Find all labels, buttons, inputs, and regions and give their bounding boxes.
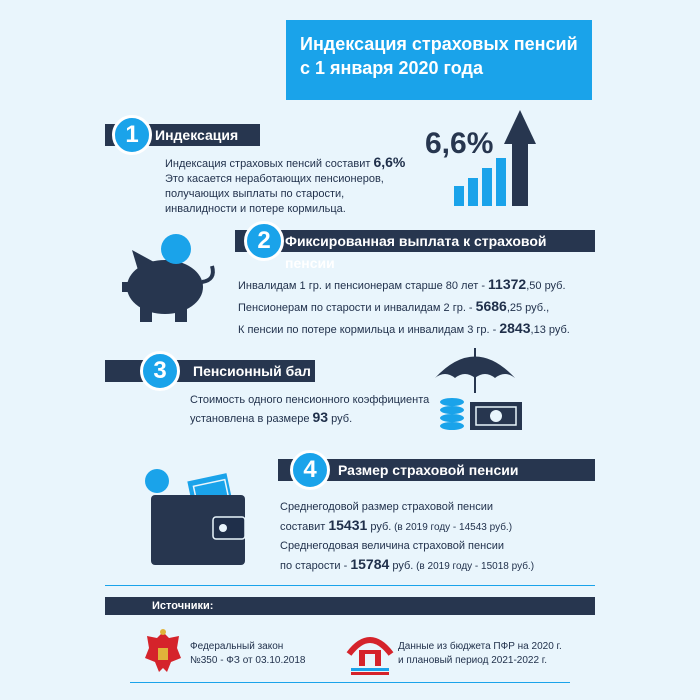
section-1-line-2: Это касается неработающих пенсионеров, — [165, 173, 384, 185]
section-2-heading-bar — [235, 230, 595, 271]
row-2-amount: 5686 — [475, 298, 507, 314]
page-title — [286, 20, 592, 100]
section-1-number: 1 — [112, 115, 152, 155]
section-1-line-4: инвалидности и потере кормильца. — [165, 203, 346, 215]
fixed-payment-row-3 — [238, 318, 598, 340]
piggy-bank-icon — [120, 232, 220, 327]
title-line-1: Индексация страховых пенсий — [300, 34, 578, 54]
wallet-icon — [145, 465, 255, 570]
average-pension-unit: руб. — [367, 521, 392, 533]
row-3-amount: 2843 — [499, 320, 531, 336]
average-pension-note: (в 2019 году - 14543 руб.) — [391, 522, 513, 533]
row-1-amount: 11372 — [488, 276, 527, 292]
sources-heading: Источники: — [152, 600, 214, 612]
section-4-text — [280, 498, 600, 576]
section-1-value: 6,6% — [373, 154, 406, 170]
section-3-heading-bar — [105, 360, 315, 382]
source-law-line-1: Федеральный закон — [190, 641, 284, 652]
row-2-label: Пенсионерам по старости и инвалидам 2 гр. - — [238, 302, 476, 314]
umbrella-money-icon — [430, 340, 530, 440]
row-2-fraction: ,25 руб., — [506, 302, 550, 314]
title-line-2: с 1 января 2020 года — [300, 58, 483, 78]
pfr-logo-icon — [345, 630, 395, 676]
section-3-number: 3 — [140, 351, 180, 391]
row-3-fraction: ,13 руб. — [530, 324, 570, 336]
section-4-line-2: составит — [280, 521, 329, 533]
section-2-text — [238, 274, 598, 340]
source-law — [190, 640, 305, 668]
row-3-label: К пенсии по потере кормильца и инвалидам 3 гр. - — [238, 324, 500, 336]
growth-percent-label: 6,6% — [425, 127, 494, 160]
section-4-heading: Размер страховой пенсии — [338, 462, 519, 478]
row-1-label: Инвалидам 1 гр. и пенсионерам старше 80 лет - — [238, 280, 489, 292]
fixed-payment-row-2 — [238, 296, 598, 318]
section-2-heading: Фиксированная выплата к страховой пенсии — [285, 233, 547, 271]
source-pfr-line-2: и плановый период 2021-2022 г. — [398, 655, 548, 666]
divider — [105, 585, 595, 586]
sources-heading-bar — [105, 597, 595, 615]
source-law-line-2: №350 - ФЗ от 03.10.2018 — [190, 655, 306, 666]
section-3-text — [190, 392, 450, 428]
section-1-heading: Индексация — [155, 127, 239, 143]
section-3-value: 93 — [312, 409, 329, 425]
row-1-fraction: ,50 руб. — [526, 280, 566, 292]
section-4-number: 4 — [290, 450, 330, 490]
source-pfr-line-1: Данные из бюджета ПФР на 2020 г. — [398, 641, 562, 652]
bar-chart-arrow-icon — [450, 108, 560, 208]
old-age-pension-value: 15784 — [350, 556, 390, 572]
old-age-pension-unit: руб. — [389, 560, 414, 572]
average-pension-value: 15431 — [328, 517, 368, 533]
fixed-payment-row-1 — [238, 274, 598, 296]
section-1-line-3: получающих выплаты по старости, — [165, 188, 345, 200]
section-4-line-4: по старости - — [280, 560, 351, 572]
source-pfr — [398, 640, 562, 668]
section-3-line-2: установлена в размере — [190, 413, 313, 425]
section-1-text — [165, 155, 425, 217]
old-age-pension-note: (в 2019 году - 15018 руб.) — [413, 561, 535, 572]
section-3-unit: руб. — [328, 413, 353, 425]
section-3-heading: Пенсионный бал — [193, 363, 311, 379]
section-2-number: 2 — [244, 221, 284, 261]
section-1-line-1: Индексация страховых пенсий составит — [165, 158, 374, 170]
bottom-divider — [130, 682, 570, 683]
section-4-line-1: Среднегодовой размер страховой пенсии — [280, 501, 494, 513]
russian-emblem-icon — [143, 628, 183, 676]
section-4-line-3: Среднегодовая величина страховой пенсии — [280, 540, 504, 552]
section-3-line-1: Стоимость одного пенсионного коэффициента — [190, 394, 430, 406]
